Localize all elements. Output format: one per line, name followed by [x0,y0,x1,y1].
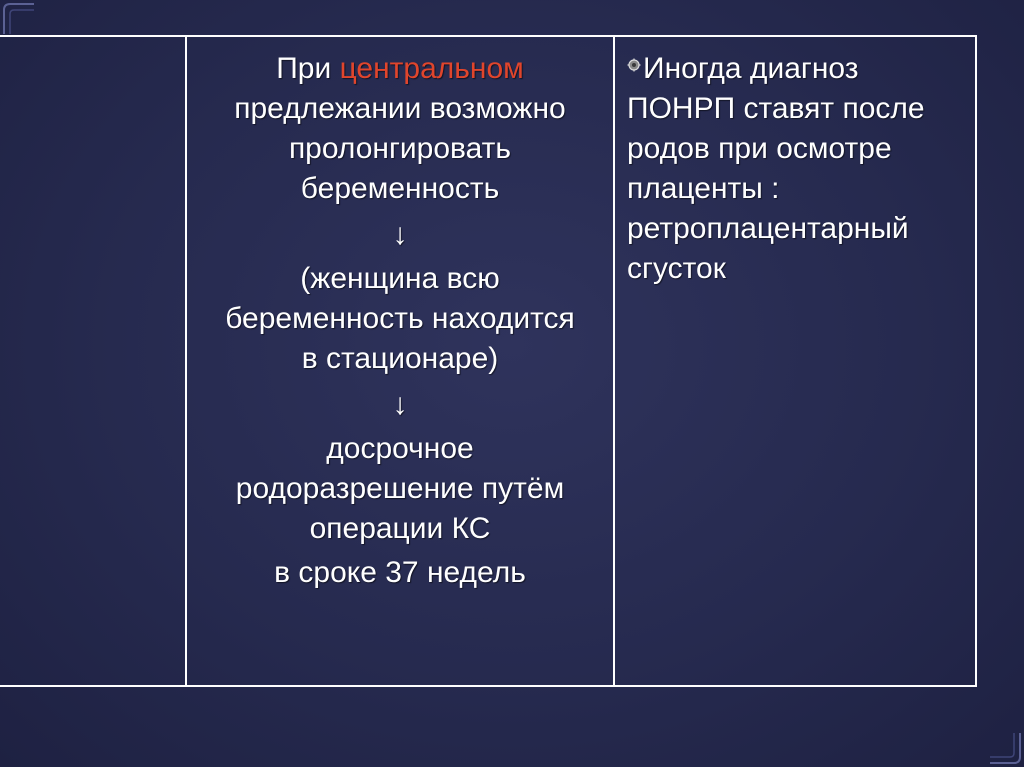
text-line: сгусток [627,252,726,285]
hospital-text-block [195,259,605,379]
text-line: операции КС [309,512,491,545]
text-line: родоразрешение путём [235,472,565,505]
text-line [627,49,963,89]
text-line [195,49,605,89]
table-cell-middle [187,37,613,685]
text-line: ретроплацентарный [627,212,909,245]
text-line: (женщина всю [300,262,500,295]
table-cell-empty [0,37,185,685]
text-line: ПОНРП ставят после [627,92,925,125]
content-table [0,35,977,687]
corner-ornament-icon [988,731,1024,767]
gear-bullet-icon [627,58,641,72]
text-prefix: При [276,52,340,85]
accent-word: центральном [339,52,524,85]
down-arrow-icon: ↓ [392,218,408,251]
text-line: беременность находится [225,302,575,335]
table-cell-right [615,37,973,685]
text-line: родов при осмотре [627,132,892,165]
text-line: беременность [300,172,500,205]
delivery-text-block [195,429,605,593]
text-line: предлежании возможно [234,92,566,125]
pregnancy-text-block [195,49,605,209]
text-line: досрочное [326,432,474,465]
down-arrow-icon: ↓ [392,388,408,421]
text-line: плаценты : [627,172,780,205]
text-content: Иногда диагноз [643,52,859,85]
text-line: в стационаре) [301,342,499,375]
corner-ornament-icon [0,0,36,36]
text-line: пролонгировать [288,132,512,165]
text-line: в сроке 37 недель [274,556,526,589]
